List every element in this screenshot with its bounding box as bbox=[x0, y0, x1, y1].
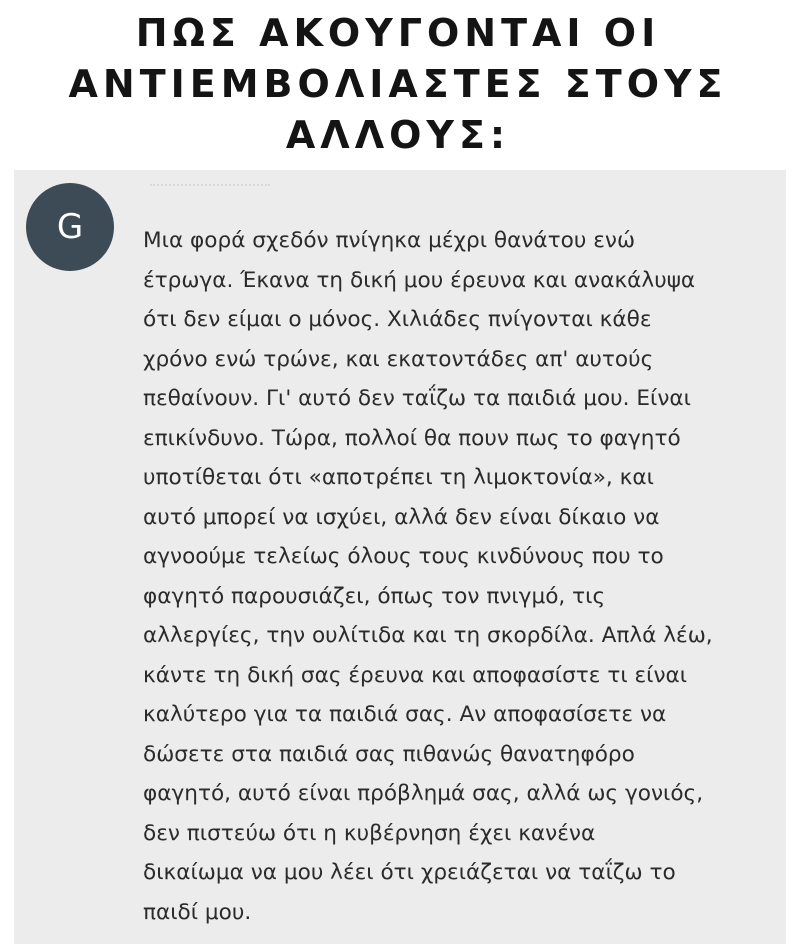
comment-line: αυτό μπορεί να ισχύει, αλλά δεν είναι δίκαιο να bbox=[143, 504, 660, 530]
comment-line: επικίνδυνο. Τώρα, πολλοί θα πουν πως το φαγητό bbox=[143, 425, 681, 451]
comment-line: υποτίθεται ότι «αποτρέπει τη λιμοκτονία», και bbox=[143, 465, 654, 490]
headline-line: ΑΝΤΙΕΜΒΟΛΙΑΣΤΕΣ ΣΤΟΥΣ bbox=[68, 62, 728, 106]
comment-line: αγνοούμε τελείως όλους τους κινδύνους που το bbox=[143, 544, 664, 569]
comment-line: δεν πιστεύω ότι η κυβέρνηση έχει κανένα bbox=[143, 820, 596, 846]
comment-body bbox=[143, 221, 768, 932]
meme-headline bbox=[0, 8, 796, 161]
comment-line: πεθαίνουν. Γι' αυτό δεν ταΐζω τα παιδιά μου. Είναι bbox=[143, 386, 691, 411]
headline-line: ΠΩΣ ΑΚΟΥΓΟΝΤΑΙ ΟΙ bbox=[135, 11, 661, 55]
comment-line: χρόνο ενώ τρώνε, και εκατοντάδες απ' αυτούς bbox=[143, 346, 654, 372]
author-name-blurred bbox=[150, 184, 270, 190]
headline-line: ΑΛΛΟΥΣ: bbox=[285, 113, 511, 157]
comment-line: αλλεργίες, την ουλίτιδα και τη σκορδίλα. Απλά λέω, bbox=[143, 623, 713, 648]
comment-line: καλύτερο για τα παιδιά σας. Αν αποφασίσετε να bbox=[143, 702, 667, 727]
comment-line: φαγητό, αυτό είναι πρόβλημά σας, αλλά ως γονιός, bbox=[143, 781, 704, 806]
avatar[interactable]: G bbox=[26, 183, 114, 271]
comment-line: φαγητό παρουσιάζει, όπως τον πνιγμό, τις bbox=[143, 583, 606, 609]
comment-line: παιδί μου. bbox=[143, 899, 252, 925]
comment-line: Μια φορά σχεδόν πνίγηκα μέχρι θανάτου ενώ bbox=[143, 228, 636, 253]
comment-line: ότι δεν είμαι ο μόνος. Χιλιάδες πνίγονται κάθε bbox=[143, 307, 652, 332]
comment-line: δικαίωμα να μου λέει ότι χρειάζεται να ταΐζω το bbox=[143, 860, 676, 885]
comment-line: δώσετε στα παιδιά σας πιθανώς θανατηφόρο bbox=[143, 741, 635, 767]
comment-line: έτρωγα. Έκανα τη δική μου έρευνα και ανακάλυψα bbox=[143, 267, 696, 293]
comment-line: κάντε τη δική σας έρευνα και αποφασίστε τι είναι bbox=[143, 662, 688, 688]
